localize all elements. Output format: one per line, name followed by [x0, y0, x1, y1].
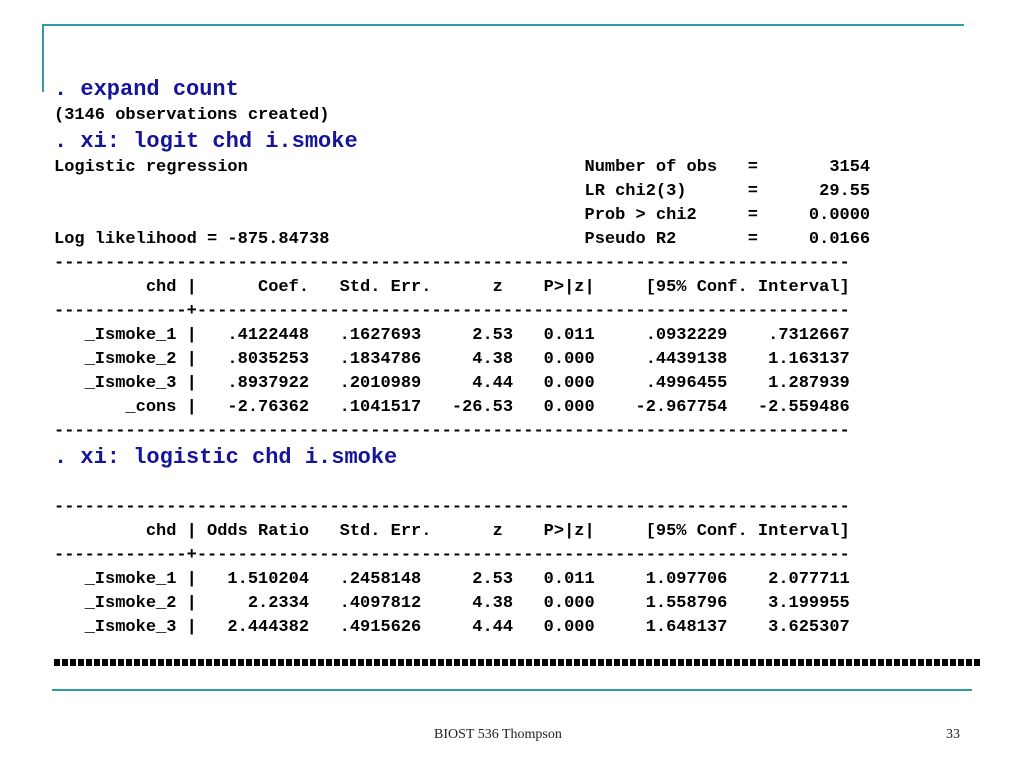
logit-rule-top: ------------------------------------------------------------------------------: [54, 254, 850, 273]
logistic-separator: -------------+----------------------------------------------------------------: [54, 546, 850, 565]
logit-rule-bottom: ------------------------------------------------------------------------------: [54, 422, 850, 441]
logit-header-line: Prob > chi2 = 0.0000: [54, 206, 871, 225]
logistic-table-row: _Ismoke_2 | 2.2334 .4097812 4.38 0.000 1.558796 3.199955: [54, 594, 850, 613]
stata-output: [54, 76, 994, 640]
logit-separator: -------------+----------------------------------------------------------------: [54, 302, 850, 321]
expand-note: (3146 observations created): [54, 106, 330, 125]
logit-table-row: _cons | -2.76362 .1041517 -26.53 0.000 -2.967754 -2.559486: [54, 398, 850, 417]
logit-column-header: chd | Coef. Std. Err. z P>|z| [95% Conf. Interval]: [54, 278, 850, 297]
logit-table-row: _Ismoke_3 | .8937922 .2010989 4.44 0.000 .4996455 1.287939: [54, 374, 850, 393]
logit-table-row: _Ismoke_1 | .4122448 .1627693 2.53 0.011 .0932229 .7312667: [54, 326, 850, 345]
footer-page-number: 33: [946, 727, 960, 742]
logit-header-line: Log likelihood = -875.84738 Pseudo R2 = 0.0166: [54, 230, 871, 249]
command-logistic: . xi: logistic chd i.smoke: [54, 445, 398, 470]
logistic-table-row: _Ismoke_3 | 2.444382 .4915626 4.44 0.000 1.648137 3.625307: [54, 618, 850, 637]
slide-frame-top-line: [42, 24, 964, 26]
footer-course: BIOST 536 Thompson: [434, 727, 562, 742]
logit-header-line: Logistic regression Number of obs = 3154: [54, 158, 871, 177]
logit-header-line: LR chi2(3) = 29.55: [54, 182, 871, 201]
slide-frame-left-line: [42, 24, 44, 92]
logistic-rule-bottom-heavy: [54, 659, 982, 666]
logit-table-row: _Ismoke_2 | .8035253 .1834786 4.38 0.000 .4439138 1.163137: [54, 350, 850, 369]
logistic-column-header: chd | Odds Ratio Std. Err. z P>|z| [95% Conf. Interval]: [54, 522, 850, 541]
command-logit: . xi: logit chd i.smoke: [54, 129, 358, 154]
logistic-table-row: _Ismoke_1 | 1.510204 .2458148 2.53 0.011 1.097706 2.077711: [54, 570, 850, 589]
slide-frame-bottom-line: [52, 689, 972, 691]
logistic-rule-top: ------------------------------------------------------------------------------: [54, 498, 850, 517]
logistic-blank-line: [54, 472, 994, 496]
command-expand: . expand count: [54, 77, 239, 102]
